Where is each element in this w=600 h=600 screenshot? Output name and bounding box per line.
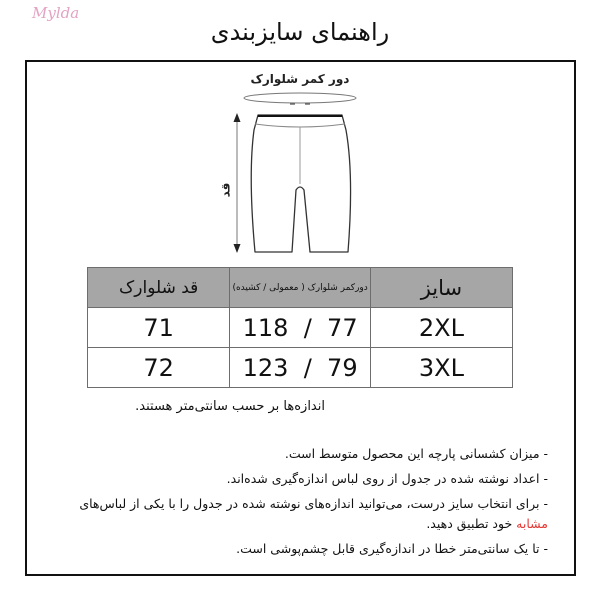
page-title: راهنمای سایزبندی — [210, 18, 390, 46]
header-length: قد شلوارک — [88, 268, 230, 308]
brand-logo: Mylda — [32, 4, 80, 22]
header-size: سایز — [370, 268, 512, 308]
header-waist: دورکمر شلوارک ( معمولی / کشیده) — [230, 268, 371, 308]
cell-size: 2XL — [370, 308, 512, 348]
height-label: قد — [218, 182, 233, 198]
cell-waist: 123 / 79 — [230, 348, 371, 388]
size-table — [87, 267, 513, 388]
unit-note: اندازه‌ها بر حسب سانتی‌متر هستند. — [135, 399, 325, 414]
note-item: - میزان کشسانی پارچه این محصول متوسط است. — [284, 446, 548, 461]
note-item — [48, 494, 548, 534]
note-text: خود تطبیق دهید. — [426, 516, 517, 531]
note-highlight: مشابه — [516, 516, 548, 531]
shorts-diagram — [0, 0, 600, 260]
table-header-row — [88, 268, 513, 308]
table-row — [88, 348, 513, 388]
cell-length: 71 — [88, 308, 230, 348]
notes-list — [48, 444, 548, 564]
note-item: - تا یک سانتی‌متر خطا در اندازه‌گیری قابل چشم‌پوشی است. — [236, 541, 548, 556]
waist-label: دور کمر شلوارک — [250, 72, 350, 86]
cell-waist: 118 / 77 — [230, 308, 371, 348]
height-arrow-icon — [234, 113, 241, 253]
cell-length: 72 — [88, 348, 230, 388]
waist-measure-icon — [244, 93, 356, 104]
table-row — [88, 308, 513, 348]
note-item: - اعداد نوشته شده در جدول از روی لباس اندازه‌گیری شده‌اند. — [226, 471, 548, 486]
note-text: - برای انتخاب سایز درست، می‌توانید اندازه‌های نوشته شده در جدول را با یکی از لباس‌های — [79, 496, 548, 511]
shorts-outline-icon — [251, 115, 350, 252]
cell-size: 3XL — [370, 348, 512, 388]
